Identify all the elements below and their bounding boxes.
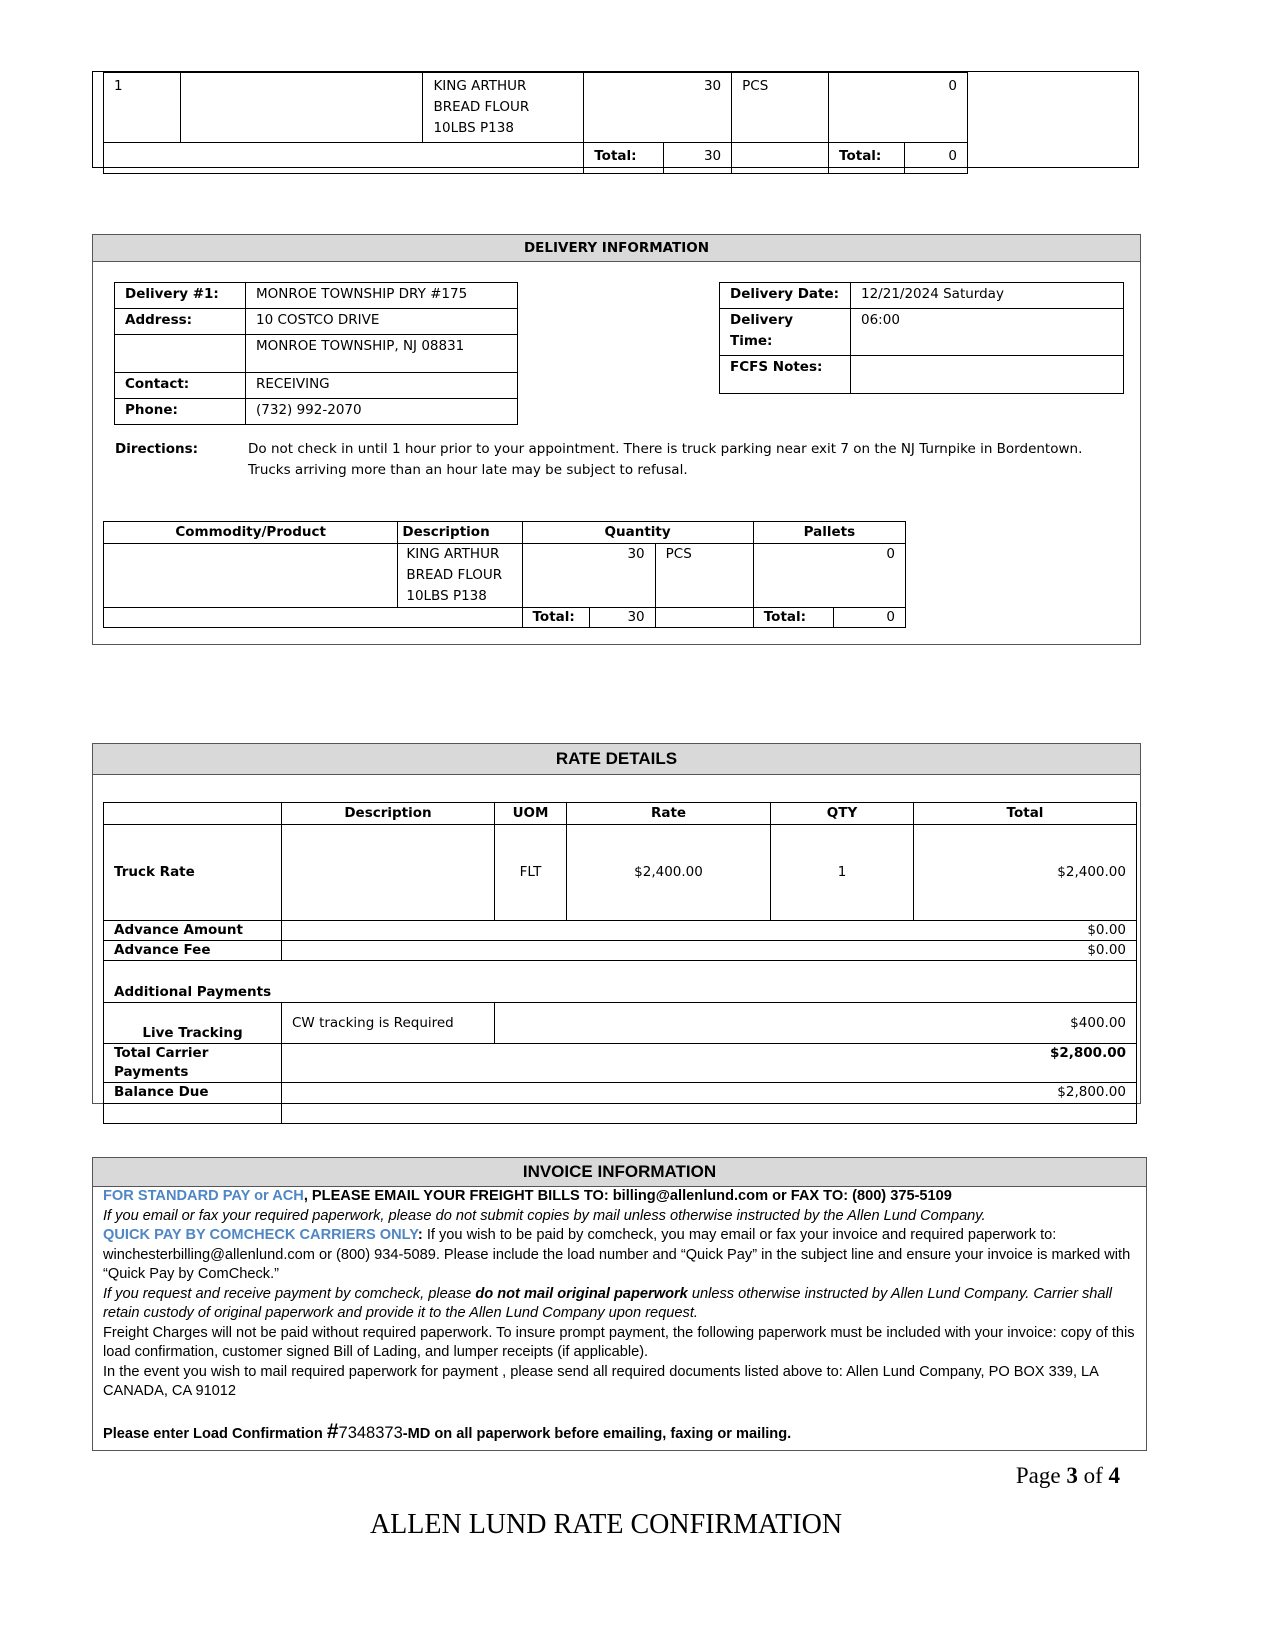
truck-rate-qty: 1 <box>771 825 914 921</box>
invoice-body <box>93 1187 1146 1444</box>
truck-rate-label: Truck Rate <box>104 825 282 921</box>
page-word: Page <box>1015 1463 1067 1488</box>
comcheck-text-c: unless otherwise instructed by Allen Lund Company. Carrier shall retain custody of original paperwork and provide it to the Allen Lund Company upon request. <box>103 1285 1113 1321</box>
total-label: Total: <box>522 608 589 628</box>
live-tracking-amount: $400.00 <box>495 1003 1137 1044</box>
rate-details-header: RATE DETAILS <box>93 744 1140 775</box>
directions-text: Do not check in until 1 hour prior to your appointment. There is truck parking near exit 7 on the NJ Turnpike in Bordentown. Trucks arriving more than an hour late may be subject to refusal. <box>248 441 1083 478</box>
standard-pay-text: , PLEASE EMAIL YOUR FREIGHT BILLS TO: billing@allenlund.com or FAX TO: (800) 375-5109 <box>303 1188 952 1204</box>
header-spacer <box>104 803 282 825</box>
load-confirmation-line <box>103 1419 1136 1445</box>
truck-rate-rate: $2,400.00 <box>567 825 771 921</box>
table-row <box>720 283 1124 309</box>
comcheck-paragraph <box>103 1285 1136 1324</box>
table-row <box>104 1044 1137 1083</box>
load-confirmation-number: 7348373 <box>338 1423 403 1442</box>
quick-pay-text: If you wish to be paid by comcheck, you may email or fax your invoice and required paperwork to: winchesterbilling@allenlund.com or (800) 934-5089. Please include the load number and “Quick Pay” in the subject line and ensure your invoice is marked with “Quick Pay by ComCheck.” <box>103 1227 1131 1282</box>
load-confirmation-text-b: -MD on all paperwork before emailing, faxing or mailing. <box>402 1425 792 1442</box>
table-row <box>720 309 1124 356</box>
delivery-number-value: MONROE TOWNSHIP DRY #175 <box>246 283 518 309</box>
address-line2: MONROE TOWNSHIP, NJ 08831 <box>246 335 518 373</box>
address-line1: 10 COSTCO DRIVE <box>246 309 518 335</box>
advance-amount-value: $0.00 <box>282 921 1137 941</box>
unit-cell: PCS <box>732 73 829 143</box>
commodity-header: Commodity/Product <box>104 522 398 544</box>
rate-details-section <box>92 743 1141 1104</box>
total-carrier-payments-label: Total Carrier Payments <box>104 1044 282 1083</box>
total-pallets-label: Total: <box>829 143 905 174</box>
page-current: 3 <box>1066 1463 1078 1488</box>
page-number <box>900 1463 1120 1489</box>
table-row <box>104 73 968 143</box>
phone-value: (732) 992-2070 <box>246 399 518 425</box>
table-row <box>115 373 518 399</box>
live-tracking-label: Live Tracking <box>104 1003 282 1044</box>
uom-header: UOM <box>495 803 567 825</box>
total-header: Total <box>914 803 1137 825</box>
contact-label: Contact: <box>115 373 246 399</box>
description-cell: KING ARTHUR BREAD FLOUR 10LBS P138 <box>423 73 584 143</box>
table-row <box>104 921 1137 941</box>
rate-header: Rate <box>567 803 771 825</box>
advance-fee-value: $0.00 <box>282 941 1137 961</box>
quantity-header: Quantity <box>522 522 753 544</box>
truck-rate-description <box>282 825 495 921</box>
delivery-time-label: Delivery Time: <box>720 309 851 356</box>
total-quantity: 30 <box>664 143 732 174</box>
total-unit-spacer <box>655 608 753 628</box>
pickup-continuation-section <box>92 71 1139 168</box>
table-row <box>104 608 906 628</box>
comcheck-text-b: do not mail original paperwork <box>475 1285 688 1302</box>
table-row <box>104 1083 1137 1104</box>
truck-rate-uom: FLT <box>495 825 567 921</box>
load-confirmation-text-a: Please enter Load Confirmation <box>103 1425 327 1442</box>
delivery-date-label: Delivery Date: <box>720 283 851 309</box>
address-label: Address: <box>115 309 246 335</box>
additional-payments-label: Additional Payments <box>104 961 1137 1003</box>
advance-fee-label: Advance Fee <box>104 941 282 961</box>
commodity-cell <box>104 544 398 608</box>
total-quantity: 30 <box>589 608 655 628</box>
comcheck-text-a: If you request and receive payment by comcheck, please <box>103 1285 476 1302</box>
table-row <box>115 399 518 425</box>
total-spacer <box>104 143 584 174</box>
quick-pay-paragraph <box>103 1226 1136 1285</box>
invoice-information-section <box>92 1157 1147 1451</box>
balance-due-label: Balance Due <box>104 1083 282 1104</box>
qty-header: QTY <box>771 803 914 825</box>
table-row <box>720 356 1124 394</box>
empty-cell <box>282 1104 1137 1124</box>
balance-due-value: $2,800.00 <box>282 1083 1137 1104</box>
table-row <box>115 309 518 335</box>
truck-rate-total: $2,400.00 <box>914 825 1137 921</box>
delivery-address-table <box>114 282 518 425</box>
invoice-information-header: INVOICE INFORMATION <box>93 1158 1146 1187</box>
table-row <box>104 1104 1137 1124</box>
document-title: ALLEN LUND RATE CONFIRMATION <box>369 1509 843 1540</box>
total-pallets: 0 <box>905 143 968 174</box>
delivery-information-header: DELIVERY INFORMATION <box>93 235 1140 262</box>
live-tracking-description: CW tracking is Required <box>282 1003 495 1044</box>
table-row <box>115 335 518 373</box>
delivery-schedule-table <box>719 282 1124 394</box>
table-row <box>104 522 906 544</box>
advance-amount-label: Advance Amount <box>104 921 282 941</box>
pallets-cell: 0 <box>753 544 905 608</box>
table-row <box>104 803 1137 825</box>
directions-label: Directions: <box>115 441 199 457</box>
delivery-commodity-table <box>103 521 906 628</box>
contact-value: RECEIVING <box>246 373 518 399</box>
table-row <box>104 961 1137 1003</box>
line-number: 1 <box>104 73 181 143</box>
table-row <box>104 825 1137 921</box>
rate-table <box>103 802 1137 1124</box>
description-header: Description <box>398 522 522 544</box>
delivery-time-value: 06:00 <box>851 309 1124 356</box>
fcfs-notes-label: FCFS Notes: <box>720 356 851 394</box>
pallets-header: Pallets <box>753 522 905 544</box>
total-label: Total: <box>584 143 664 174</box>
page-total: 4 <box>1108 1463 1120 1488</box>
table-row <box>115 283 518 309</box>
description-cell: KING ARTHUR BREAD FLOUR 10LBS P138 <box>398 544 522 608</box>
description-header: Description <box>282 803 495 825</box>
delivery-information-section <box>92 234 1141 645</box>
total-unit-spacer <box>732 143 829 174</box>
pickup-commodity-table <box>103 72 968 174</box>
load-confirmation-hash: # <box>326 1419 339 1443</box>
table-row <box>104 1003 1137 1044</box>
table-row <box>104 143 968 174</box>
standard-pay-heading: FOR STANDARD PAY or ACH <box>103 1188 304 1204</box>
freight-charges-paragraph: Freight Charges will not be paid without required paperwork. To insure prompt payment, the following paperwork must be included with your invoice: copy of this load confirmation, customer signed Bill of Lading, and lumper receipts (if applicable). <box>103 1324 1135 1360</box>
pallets-cell: 0 <box>829 73 968 143</box>
quantity-cell: 30 <box>584 73 732 143</box>
quick-pay-colon: : <box>417 1227 423 1243</box>
address-label-spacer <box>115 335 246 373</box>
table-row <box>104 941 1137 961</box>
standard-pay-line <box>103 1187 1136 1207</box>
mail-paperwork-paragraph: In the event you wish to mail required paperwork for payment , please send all required documents listed above to: Allen Lund Company, PO BOX 339, LA CANADA, CA 91012 <box>103 1363 1099 1399</box>
total-pallets-label: Total: <box>753 608 833 628</box>
fcfs-notes-value <box>851 356 1124 394</box>
delivery-number-label: Delivery #1: <box>115 283 246 309</box>
total-spacer <box>104 608 523 628</box>
quantity-cell: 30 <box>522 544 655 608</box>
phone-label: Phone: <box>115 399 246 425</box>
commodity-cell <box>180 73 423 143</box>
email-fax-note: If you email or fax your required paperwork, please do not submit copies by mail unless otherwise instructed by the Allen Lund Company. <box>103 1207 986 1224</box>
empty-cell <box>104 1104 282 1124</box>
total-carrier-payments-value: $2,800.00 <box>282 1044 1137 1083</box>
delivery-date-value: 12/21/2024 Saturday <box>851 283 1124 309</box>
table-row <box>104 544 906 608</box>
of-word: of <box>1077 1463 1109 1488</box>
total-pallets: 0 <box>833 608 905 628</box>
quick-pay-heading: QUICK PAY BY COMCHECK CARRIERS ONLY <box>103 1227 418 1243</box>
unit-cell: PCS <box>655 544 753 608</box>
